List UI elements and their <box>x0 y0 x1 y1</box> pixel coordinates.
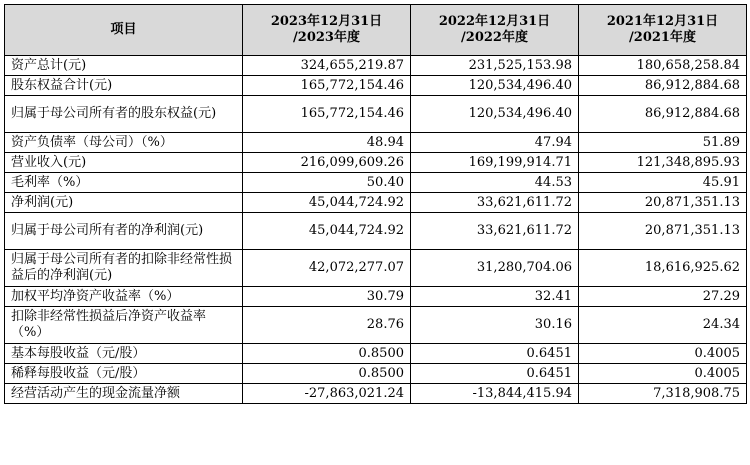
table-row <box>5 287 747 307</box>
row-value-2021: 45.91 <box>579 173 747 193</box>
row-value-2022: 0.6451 <box>411 364 579 384</box>
row-label: 扣除非经常性损益后净资产收益率（%） <box>5 307 243 344</box>
row-value-2022: 47.94 <box>411 133 579 153</box>
row-value-2021: 7,318,908.75 <box>579 384 747 404</box>
row-label: 资产总计(元) <box>5 56 243 76</box>
row-value-2023: 45,044,724.92 <box>243 193 411 213</box>
table-header-row <box>5 5 747 56</box>
row-label: 稀释每股收益（元/股） <box>5 364 243 384</box>
row-label: 加权平均净资产收益率（%） <box>5 287 243 307</box>
row-value-2022: 31,280,704.06 <box>411 250 579 287</box>
table-row <box>5 344 747 364</box>
row-value-2023: 28.76 <box>243 307 411 344</box>
table-row <box>5 96 747 133</box>
row-label: 毛利率（%） <box>5 173 243 193</box>
row-value-2022: 30.16 <box>411 307 579 344</box>
header-item <box>5 5 243 56</box>
row-value-2023: 30.79 <box>243 287 411 307</box>
row-value-2023: 324,655,219.87 <box>243 56 411 76</box>
row-label: 归属于母公司所有者的股东权益(元) <box>5 96 243 133</box>
table-row <box>5 213 747 250</box>
row-value-2022: 120,534,496.40 <box>411 96 579 133</box>
row-label: 经营活动产生的现金流量净额 <box>5 384 243 404</box>
row-value-2022: 44.53 <box>411 173 579 193</box>
row-value-2021: 180,658,258.84 <box>579 56 747 76</box>
table-row <box>5 307 747 344</box>
table-row <box>5 193 747 213</box>
table-row <box>5 153 747 173</box>
row-value-2021: 20,871,351.13 <box>579 193 747 213</box>
row-value-2023: 165,772,154.46 <box>243 96 411 133</box>
financial-summary-table <box>4 4 747 404</box>
row-label: 营业收入(元) <box>5 153 243 173</box>
row-label: 归属于母公司所有者的扣除非经常性损益后的净利润(元) <box>5 250 243 287</box>
header-2022 <box>411 5 579 56</box>
row-value-2023: -27,863,021.24 <box>243 384 411 404</box>
table-row <box>5 76 747 96</box>
header-2021 <box>579 5 747 56</box>
row-value-2021: 27.29 <box>579 287 747 307</box>
header-2023-date: 2023年12月31日 <box>270 14 383 29</box>
row-value-2021: 86,912,884.68 <box>579 76 747 96</box>
row-value-2022: 33,621,611.72 <box>411 213 579 250</box>
row-value-2022: 120,534,496.40 <box>411 76 579 96</box>
row-value-2021: 0.4005 <box>579 344 747 364</box>
row-value-2021: 86,912,884.68 <box>579 96 747 133</box>
table-row <box>5 384 747 404</box>
header-2022-date: 2022年12月31日 <box>438 14 551 29</box>
row-value-2022: 33,621,611.72 <box>411 193 579 213</box>
row-value-2022: 169,199,914.71 <box>411 153 579 173</box>
row-label: 股东权益合计(元) <box>5 76 243 96</box>
table-row <box>5 56 747 76</box>
header-item-label: 项目 <box>110 22 137 37</box>
row-value-2023: 42,072,277.07 <box>243 250 411 287</box>
header-2022-year: /2022年度 <box>461 30 528 45</box>
row-value-2021: 20,871,351.13 <box>579 213 747 250</box>
row-value-2021: 0.4005 <box>579 364 747 384</box>
row-value-2023: 0.8500 <box>243 344 411 364</box>
row-value-2023: 50.40 <box>243 173 411 193</box>
table-row <box>5 364 747 384</box>
row-label: 净利润(元) <box>5 193 243 213</box>
row-value-2021: 121,348,895.93 <box>579 153 747 173</box>
row-label: 归属于母公司所有者的净利润(元) <box>5 213 243 250</box>
row-label: 基本每股收益（元/股） <box>5 344 243 364</box>
table-row <box>5 133 747 153</box>
header-2023 <box>243 5 411 56</box>
row-value-2023: 45,044,724.92 <box>243 213 411 250</box>
table-body <box>5 56 747 404</box>
row-value-2023: 0.8500 <box>243 364 411 384</box>
row-label: 资产负债率（母公司）（%） <box>5 133 243 153</box>
header-2021-date: 2021年12月31日 <box>606 14 719 29</box>
header-2021-year: /2021年度 <box>629 30 696 45</box>
row-value-2021: 24.34 <box>579 307 747 344</box>
row-value-2022: 32.41 <box>411 287 579 307</box>
row-value-2021: 51.89 <box>579 133 747 153</box>
row-value-2022: -13,844,415.94 <box>411 384 579 404</box>
header-2023-year: /2023年度 <box>293 30 360 45</box>
row-value-2023: 216,099,609.26 <box>243 153 411 173</box>
row-value-2022: 231,525,153.98 <box>411 56 579 76</box>
row-value-2023: 165,772,154.46 <box>243 76 411 96</box>
table-row <box>5 250 747 287</box>
row-value-2022: 0.6451 <box>411 344 579 364</box>
row-value-2023: 48.94 <box>243 133 411 153</box>
table-row <box>5 173 747 193</box>
row-value-2021: 18,616,925.62 <box>579 250 747 287</box>
